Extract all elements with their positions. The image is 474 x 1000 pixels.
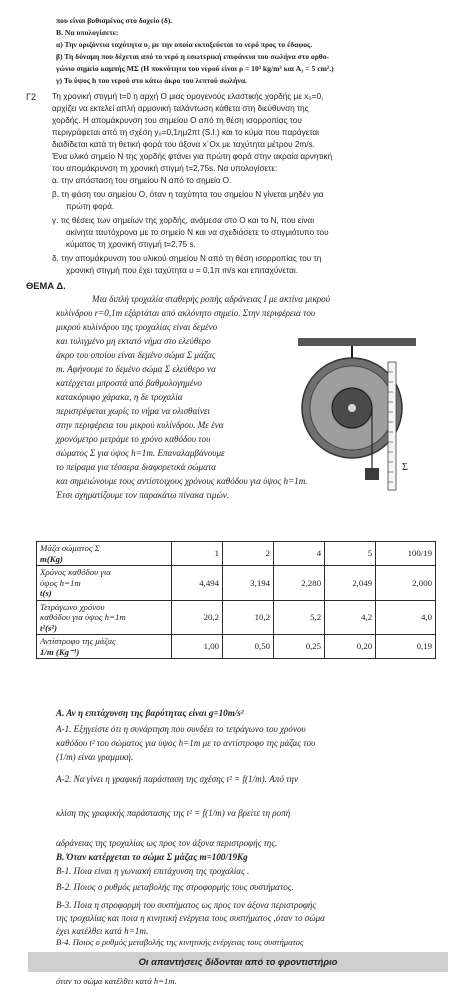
top-line-3: α) Την οριζόντια ταχύτητα υ₂ με την οποία εκτοξεύεται το νερό προς το έδαφος. — [56, 40, 313, 49]
question-a1-cont2: (1/m) είναι γραμμική. — [56, 752, 134, 762]
table-cell: 3,194 — [223, 566, 274, 601]
footer-banner: Οι απαντήσεις δίδονται από το φροντιστήριο — [28, 952, 448, 972]
row-header — [37, 566, 172, 601]
row-header — [37, 635, 172, 659]
table-cell: 0,19 — [376, 635, 436, 659]
g2-line-3: χορδής. Η απομάκρυνση του σημείου Ο από τη θέση ισορροπίας του — [52, 116, 302, 125]
g2-line-2: αρχίζει να εκτελεί απλή αρμονική ταλάντωση κάθετα στη διεύθυνση της — [52, 104, 309, 113]
top-line-6: γ) Το ύψος h του νερού στο κάτω άκρο του λεπτού σωλήνα. — [56, 76, 247, 85]
theme-d-intro-11: χρονόμετρο μετράμε το χρόνο καθόδου του — [56, 434, 211, 444]
theme-d-title: ΘΕΜΑ Δ. — [26, 280, 66, 291]
top-line-2: Β. Να υπολογίσετε: — [56, 28, 119, 37]
g2-line-5: διαδίδεται κατά τη θετική φορά του άξονα x΄Ox με ταχύτητα μέτρου 2m/s. — [52, 140, 315, 149]
row-header-line: Αντίστροφο της μάζας — [40, 636, 116, 646]
theme-d-intro-14: και σημειώνουμε τους αντίστοιχους χρόνους καθόδου για ύψος h=1m. — [56, 476, 308, 486]
theme-d-intro-3: μικρού κυλίνδρου της τροχαλίας είναι δεμένο — [56, 322, 218, 332]
g2-line-7: του απομάκρυνση τη χρονική στιγμή t=2,75s. Να υπολογίσετε: — [52, 164, 278, 173]
question-b: Β. Όταν κατέρχεται το σώμα Σ μάζας m=100/19Kg — [56, 852, 248, 862]
table-cell: 1,00 — [172, 635, 223, 659]
table-row — [37, 542, 436, 566]
g2-line-4: περιγράφεται από τη σχέση y₀=0,1ημ2πt (S.I.) και το κύμα που παράγεται — [52, 128, 319, 137]
table-cell: 2,049 — [325, 566, 376, 601]
measurement-table — [36, 541, 436, 659]
table-cell: 1 — [172, 542, 223, 566]
row-header-line: Τετράγωνο χρόνου — [40, 601, 105, 612]
theme-d-intro-12: σώματος Σ για ύψος h=1m. Επαναλαμβάνουμε — [56, 448, 225, 458]
g2-line-6: Ένα υλικό σημείο Ν της χορδής φτάνει για πρώτη φορά στην ακραία αρνητική — [52, 152, 333, 161]
table-cell: 4,0 — [376, 600, 436, 635]
question-a2-cont2: αδράνειας της τροχαλίας ως προς τον άξονα περιστροφής της. — [56, 838, 278, 848]
question-a2-cont: κλίση της γραφικής παράστασης της t² = f(1/m) να βρείτε τη ροπή — [56, 808, 291, 818]
table-cell: 4,494 — [172, 566, 223, 601]
row-header-unit: t²(s²) — [40, 622, 58, 633]
table-row — [37, 566, 436, 601]
table-row — [37, 600, 436, 635]
question-a: Α. Αν η επιτάχυνση της βαρύτητας είναι g=10m/s² — [56, 708, 244, 718]
question-b3: Β-3. Ποια η στροφορμή του συστήματος ως προς τον άξονα περιστροφής — [56, 900, 317, 910]
theme-d-intro-8: κατακόρυφο χάρακα, η δε τροχαλία — [56, 392, 183, 402]
row-header — [37, 600, 172, 635]
theme-d-intro-1: Μια διπλή τροχαλία σταθερής ροπής αδράνειας Ι με ακτίνα μικρού — [92, 294, 330, 304]
row-header-line: ύψος h=1m — [40, 577, 81, 588]
question-b3-cont2: έχει κατέλθει κατά h=1m. — [56, 926, 149, 936]
mass-label: Σ — [402, 462, 408, 473]
theme-d-intro-5: άκρο του οποίου είναι δεμένο σώμα Σ μάζας — [56, 350, 216, 360]
g2-item-c: γ. τις θέσεις των σημείων της χορδής, ανάμεσα στο Ο και το Ν, που είναι — [52, 216, 315, 225]
g2-label: Γ2 — [26, 92, 36, 102]
g2-line-1: Τη χρονική στιγμή t=0 η αρχή Ο μιας ομογενούς ελαστικής χορδής με x₀=0, — [52, 92, 324, 101]
table-cell: 0,20 — [325, 635, 376, 659]
g2-item-c-cont2: κύματος τη χρονική στιγμή t=2,75 s. — [66, 240, 196, 249]
question-a1-cont: καθόδου t² του σώματος για ύψος h=1m με το αντίστροφο της μάζας του — [56, 738, 316, 748]
row-header-unit: m(Kg) — [40, 553, 63, 564]
theme-d-intro-4: και τυλιγμένο μη εκτατό νήμα στο ελεύθερο — [56, 336, 211, 346]
question-b3-cont: της τροχαλίας και ποια η κινητική ενέργεια τους συστήματος ,όταν το σώμα — [56, 913, 325, 923]
theme-d-intro-7: κατέρχεται μπροστά από βαθμολογημένο — [56, 378, 202, 388]
question-b4-cont: όταν το σώμα κατέλθει κατά h=1m. — [56, 976, 177, 986]
theme-d-intro-9: περιστρέφεται χωρίς το νήμα να ολισθαίνει — [56, 406, 210, 416]
question-a1: Α-1. Εξηγείστε ότι η συνάρτηση που συνδέει το τετράγωνο του χρόνου — [56, 724, 306, 734]
row-header-unit: t(s) — [40, 588, 52, 598]
g2-item-b: β. τη φάση του σημείου Ο, όταν η ταχύτητα του σημείου Ν γίνεται μηδέν για — [52, 190, 324, 199]
theme-d-intro-13: το πείραμα για τέσσερα διαφορετικά σώματα — [56, 462, 216, 472]
row-header — [37, 542, 172, 566]
table-cell: 2 — [223, 542, 274, 566]
g2-item-a: α. την απόσταση του σημείου Ν από το σημείο Ο. — [52, 176, 232, 185]
table-cell: 4 — [274, 542, 325, 566]
table-row — [37, 635, 436, 659]
question-a2: Α-2. Να γίνει η γραφική παράσταση της σχέσης t² = f(1/m). Από την — [56, 774, 298, 784]
pulley-figure — [292, 336, 422, 500]
g2-item-d: δ. την απομάκρυνση του υλικού σημείου Ν από τη θέση ισορροπίας του τη — [52, 254, 322, 263]
table-cell: 4,2 — [325, 600, 376, 635]
table-cell: 100/19 — [376, 542, 436, 566]
table-cell: 5,2 — [274, 600, 325, 635]
theme-d-intro-6: m. Αφήνουμε το δεμένο σώμα Σ ελεύθερο να — [56, 364, 216, 374]
table-cell: 20,2 — [172, 600, 223, 635]
table-cell: 2,280 — [274, 566, 325, 601]
question-b2: Β-2. Ποιος ο ρυθμός μεταβολής της στροφορμής τους συστήματος. — [56, 882, 294, 892]
row-header-line: καθόδου για ύψος h=1m — [40, 612, 126, 622]
g2-item-c-cont: ακίνητα ταυτόχρονα με το σημείο Ν και να σχεδιάσετε το στιγμιότυπο του — [66, 228, 329, 237]
top-line-1: που είναι βυθισμένος στο δοχείο (δ). — [56, 16, 173, 25]
top-line-4: β) Τη δύναμη που δέχεται από το νερό η εσωτερική επιφάνεια του σωλήνα στο ορθο- — [56, 52, 330, 61]
row-header-line: Μάζα σώματος Σ — [40, 543, 100, 553]
theme-d-intro-2: κυλίνδρου r=0,1m εξάρτάται από ακλόνητο σημείο. Στην περιφέρεια του — [56, 308, 316, 318]
g2-item-d-cont: χρονική στιγμή που έχει ταχύτητα υ = 0,1π m/s και επιταχύνεται. — [66, 266, 298, 275]
g2-item-b-cont: πρώτη φορά. — [66, 202, 115, 211]
row-header-line: Χρόνος καθόδου για — [40, 567, 111, 577]
table-cell: 10,2 — [223, 600, 274, 635]
table-cell: 0,25 — [274, 635, 325, 659]
row-header-unit: 1/m (Kg⁻¹) — [40, 646, 80, 657]
table-cell: 2,000 — [376, 566, 436, 601]
question-b1: Β-1. Ποια είναι η γωνιακή επιτάχυνση της τροχαλίας . — [56, 866, 250, 876]
theme-d-intro-10: στην περιφέρεια του μικρού κυλίνδρου. Με ένα — [56, 420, 224, 430]
table-cell: 0,50 — [223, 635, 274, 659]
theme-d-intro-15: Έτσι σχηματίζουμε τον παρακάτω πίνακα τιμών. — [56, 490, 230, 500]
top-line-5: γώνιο σημείο καμπής ΜΣ (Η πυκνότητα του νερού είναι ρ = 10³ kg/m³ και Α₁ = 5 cm².) — [56, 64, 334, 73]
table-cell: 5 — [325, 542, 376, 566]
question-b4: Β-4. Ποιος ο ρυθμός μεταβολής της κινητικής ενέργειας τους συστήματος — [56, 937, 304, 947]
